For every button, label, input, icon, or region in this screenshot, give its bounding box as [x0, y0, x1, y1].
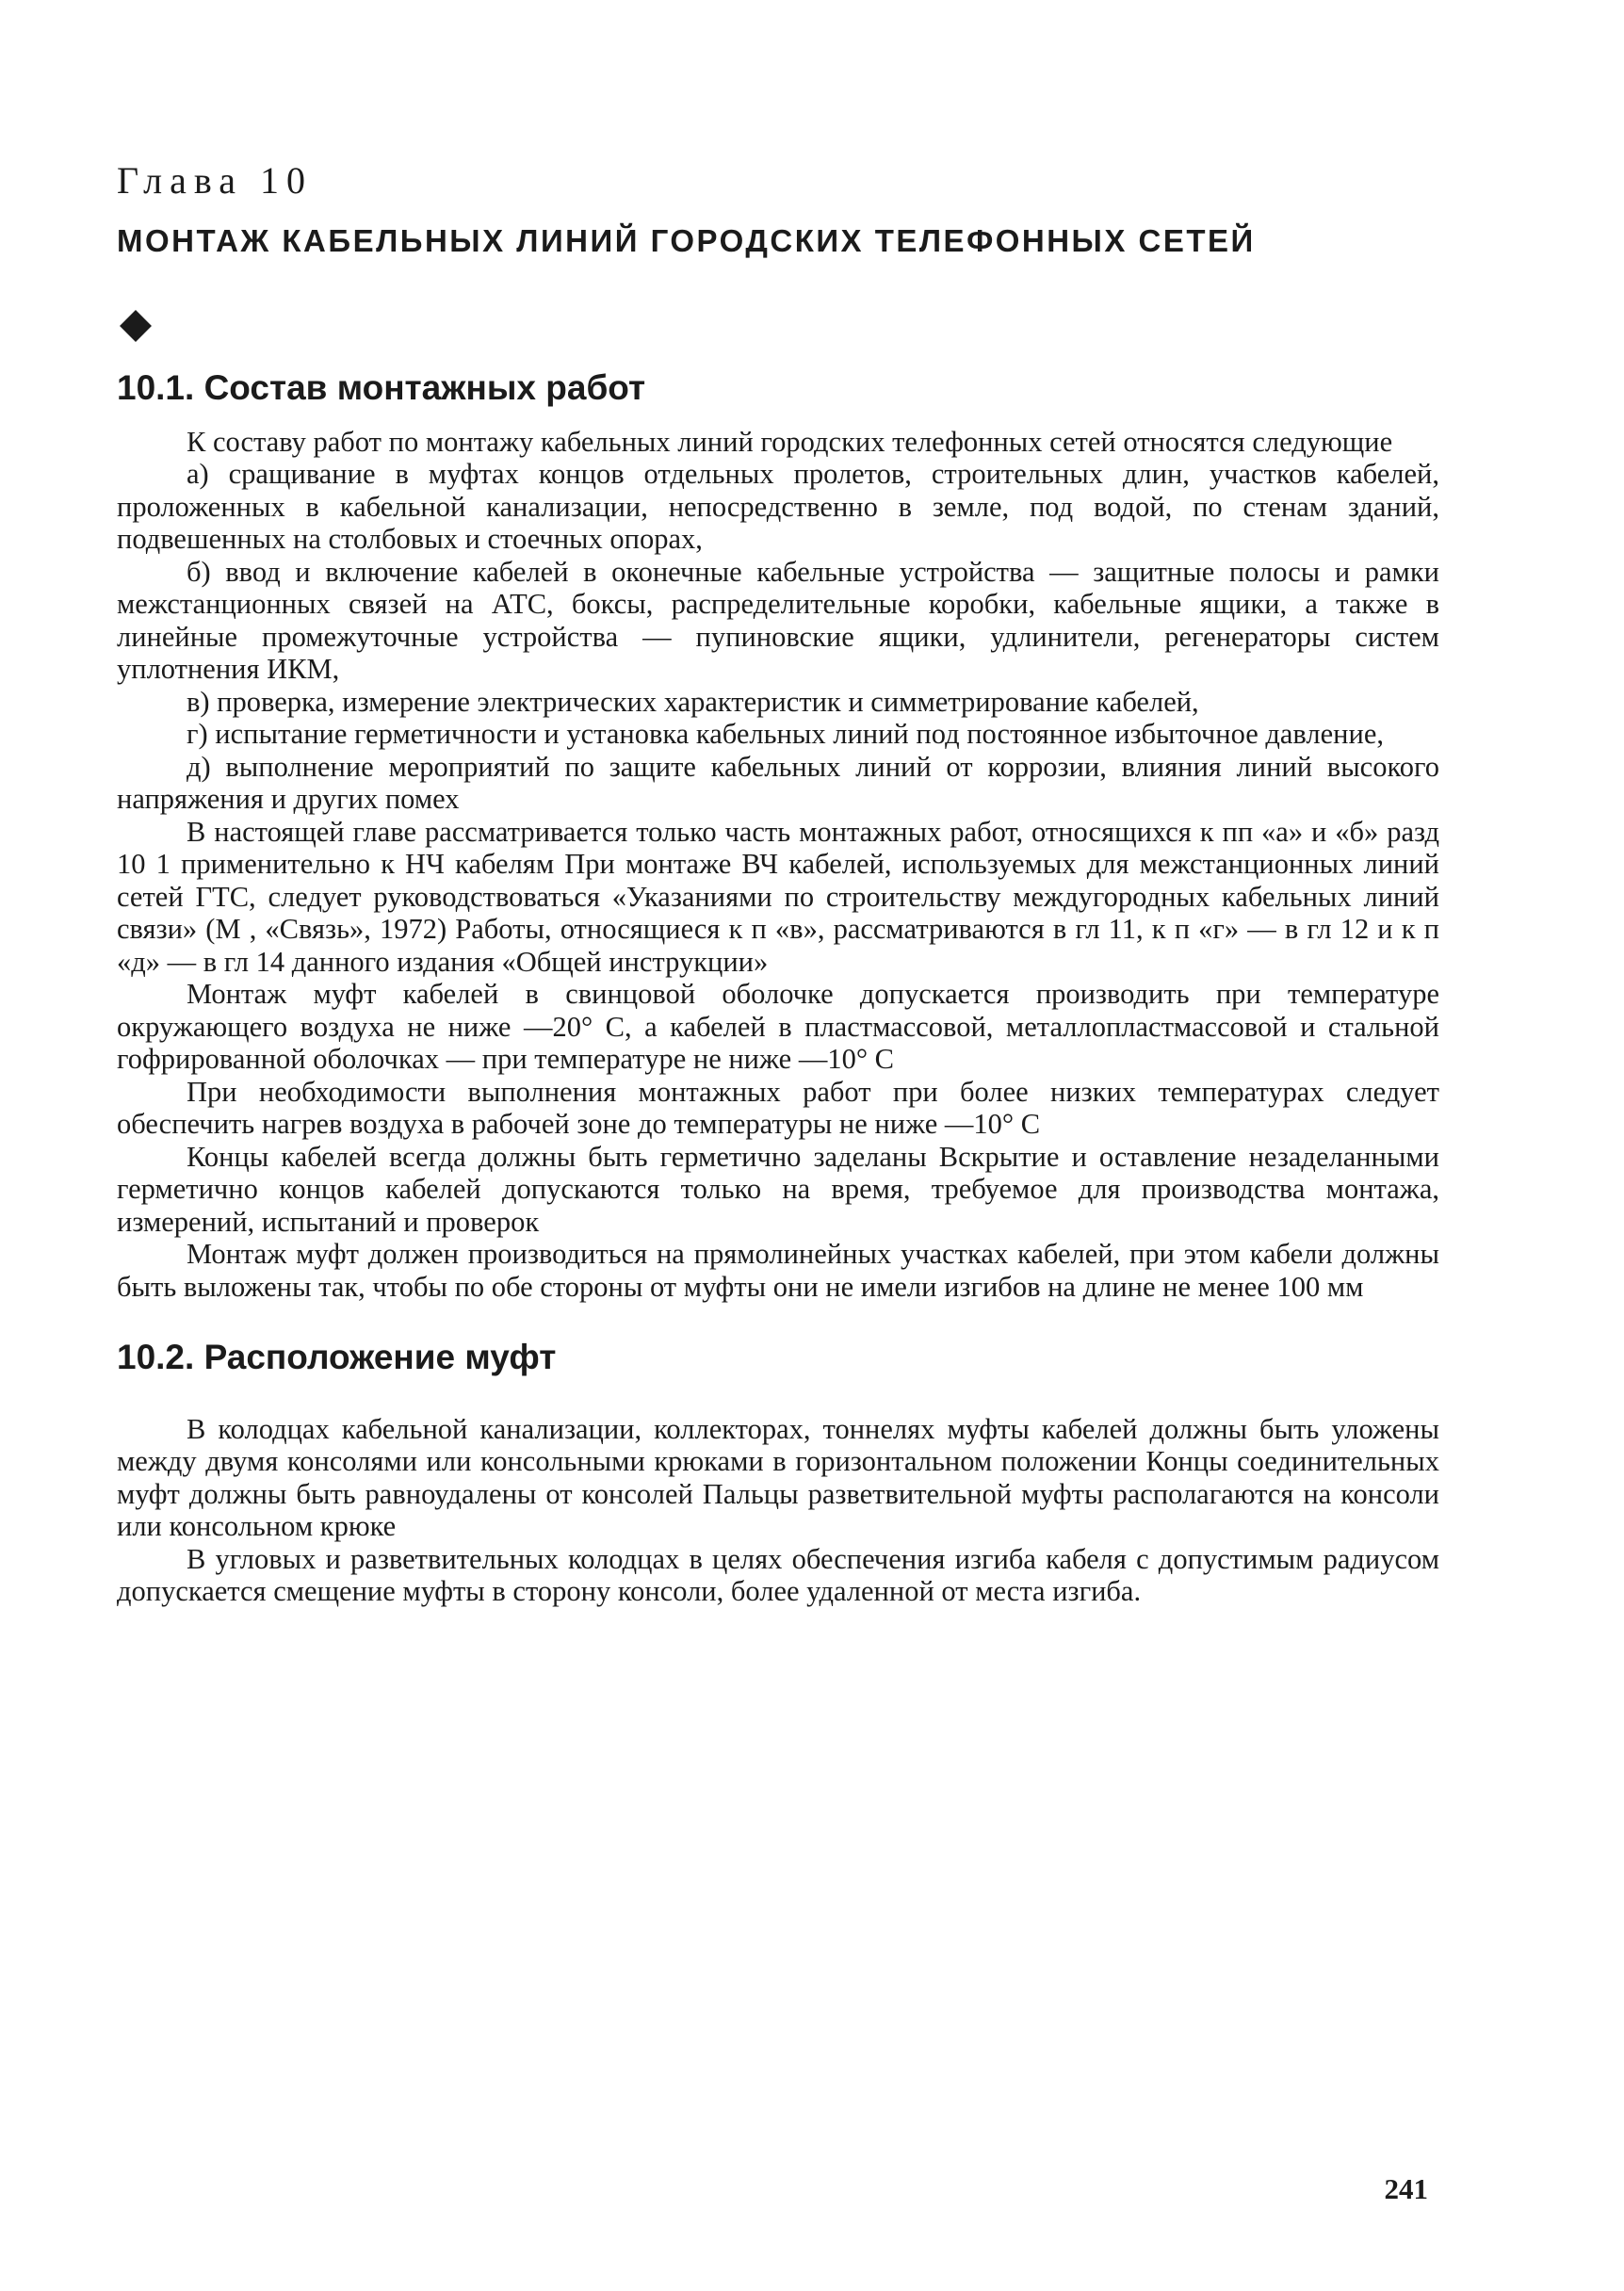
diamond-ornament-icon	[120, 310, 152, 342]
chapter-title: МОНТАЖ КАБЕЛЬНЫХ ЛИНИЙ ГОРОДСКИХ ТЕЛЕФОННЫХ СЕТЕЙ	[117, 223, 1256, 258]
paragraph: При необходимости выполнения монтажных работ при более низких температурах следует обеспечить нагрев воздуха в рабочей зоне до температуры не ниже —10° С	[117, 1075, 1439, 1141]
page-number: 241	[1384, 2172, 1428, 2205]
section-heading-10-2: 10.2. Расположение муфт	[117, 1338, 557, 1377]
list-item-v: в) проверка, измерение электрических характеристик и симметрирование кабелей,	[187, 685, 1199, 718]
paragraph: В настоящей главе рассматривается только часть монтажных работ, относящихся к пп «а» и «б» разд 10 1 применительно к НЧ кабелям При монтаже ВЧ кабелей, используемых для межстанционных линий сетей ГТС, следует руководствоваться «Указаниями по строительству междугородных кабельных линий связи» (М , «Связь», 1972) Работы, относящиеся к п «в», рассматриваются в гл 11, к п «г» — в гл 12 и к п «д» — в гл 14 данного издания «Общей инструкции»	[117, 815, 1439, 978]
list-item-g: г) испытание герметичности и установка кабельных линий под постоянное избыточное давление,	[187, 718, 1384, 751]
paragraph: Монтаж муфт кабелей в свинцовой оболочке допускается производить при температуре окружающего воздуха не ниже —20° С, а кабелей в пластмассовой, металлопластмассовой и стальной гофрированной оболочках — при температуре не ниже —10° С	[117, 978, 1439, 1076]
section-heading-10-1: 10.1. Состав монтажных работ	[117, 367, 646, 407]
paragraph: В угловых и разветвительных колодцах в целях обеспечения изгиба кабеля с допустимым радиусом допускается смещение муфты в сторону консоли, более удаленной от места изгиба.	[117, 1542, 1439, 1608]
page-content	[117, 158, 1439, 1608]
list-item-d: д) выполнение мероприятий по защите кабельных линий от коррозии, влияния линий высокого напряжения и других помех	[117, 750, 1439, 816]
paragraph: К составу работ по монтажу кабельных линий городских телефонных сетей относятся следующие	[187, 425, 1393, 458]
list-item-a: а) сращивание в муфтах концов отдельных пролетов, строительных длин, участков кабелей, проложенных в кабельной канализации, непосредственно в земле, под водой, по стенам зданий, подвешенных на столбовых и стоечных опорах,	[117, 458, 1439, 556]
paragraph: Монтаж муфт должен производиться на прямолинейных участках кабелей, при этом кабели должны быть выложены так, чтобы по обе стороны от муфты они не имели изгибов на длине не менее 100 мм	[117, 1238, 1439, 1303]
list-item-b: б) ввод и включение кабелей в оконечные кабельные устройства — защитные полосы и рамки межстанционных связей на АТС, боксы, распределительные коробки, кабельные ящики, а также в линейные промежуточные устройства — пупиновские ящики, удлинители, регенераторы систем уплотнения ИКМ,	[117, 555, 1439, 686]
paragraph: Концы кабелей всегда должны быть герметично заделаны Вскрытие и оставление незаделанными герметично концов кабелей допускаются только на время, требуемое для производства монтажа, измерений, испытаний и проверок	[117, 1140, 1439, 1238]
chapter-label: Глава 10	[117, 159, 313, 202]
paragraph: В колодцах кабельной канализации, коллекторах, тоннелях муфты кабелей должны быть уложены между двумя консолями или консольными крюками в горизонтальном положении Концы соединительных муфт должны быть равноудалены от консолей Пальцы разветвительной муфты располагаются на консоли или консольном крюке	[117, 1412, 1439, 1543]
